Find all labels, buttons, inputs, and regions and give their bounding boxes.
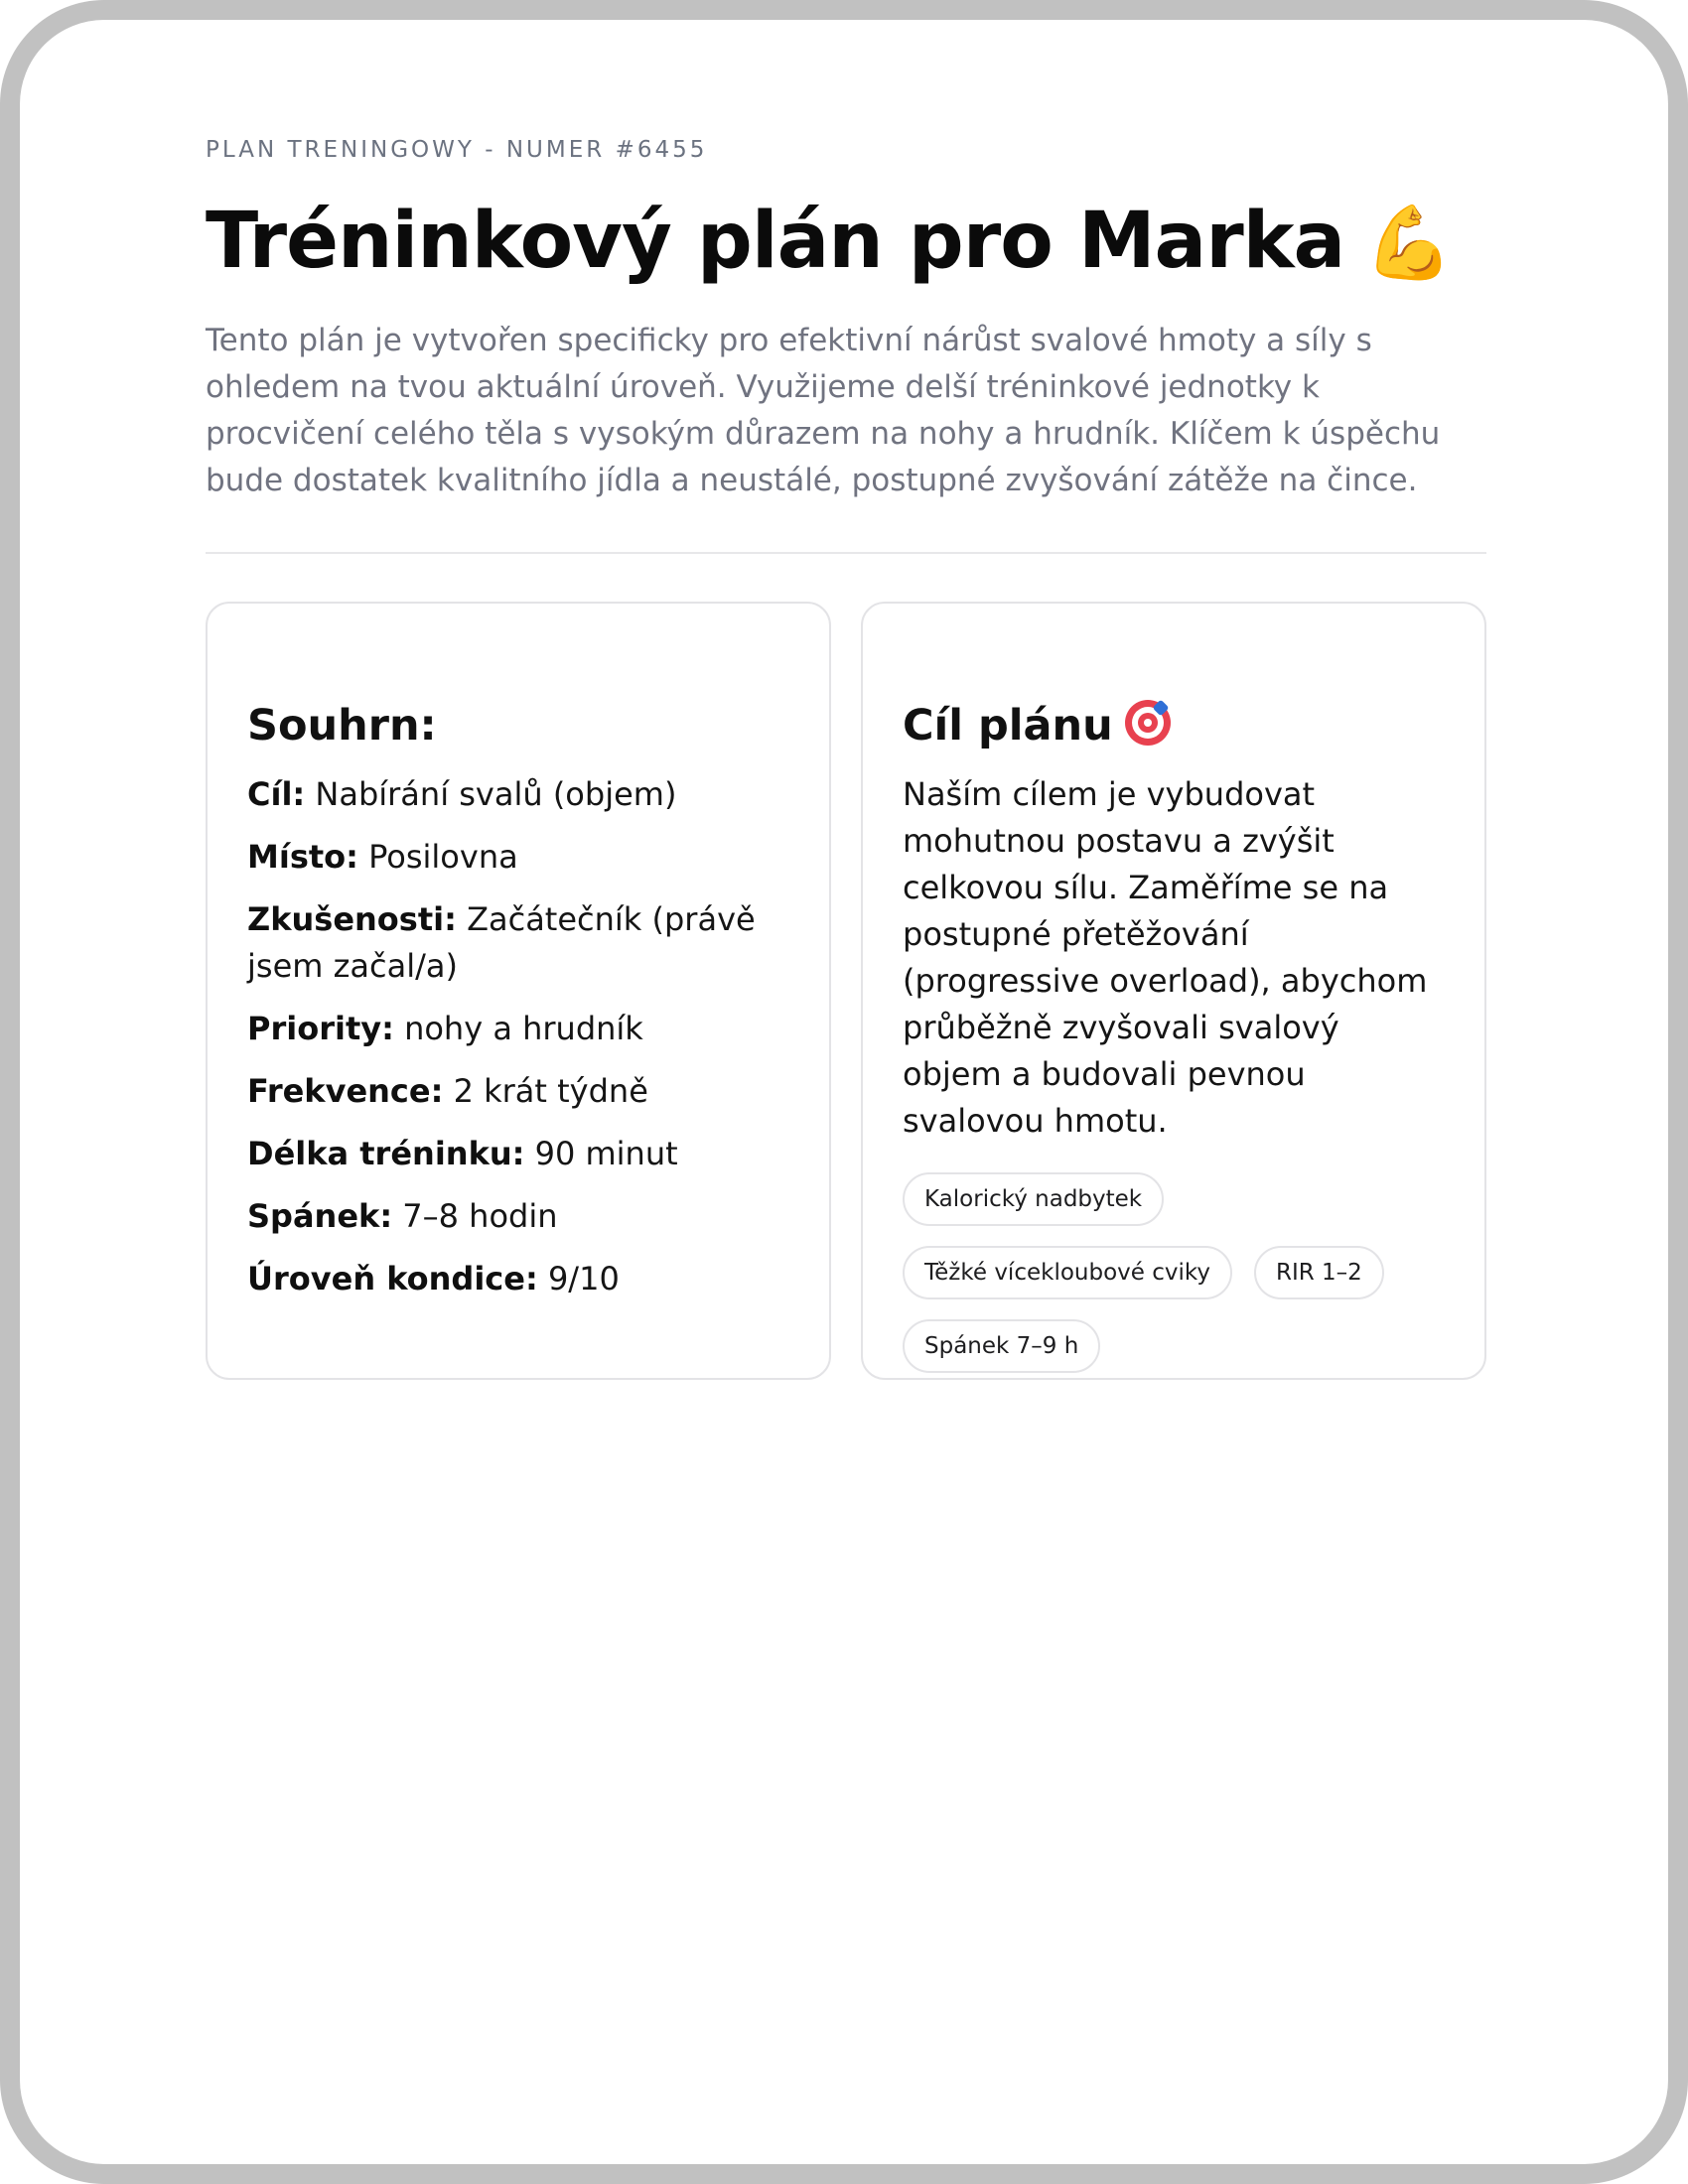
summary-card bbox=[206, 602, 831, 1380]
summary-item bbox=[247, 1193, 789, 1240]
goal-card bbox=[861, 602, 1486, 1380]
target-bullseye bbox=[1144, 719, 1152, 727]
goal-tag: Těžké vícekloubové cviky bbox=[903, 1246, 1232, 1299]
goal-heading-text: Cíl plánu bbox=[903, 701, 1113, 751]
flexed-biceps-icon: 💪 bbox=[1364, 201, 1453, 284]
goal-tag: RIR 1–2 bbox=[1254, 1246, 1384, 1299]
summary-item-value: 9/10 bbox=[547, 1260, 620, 1297]
goal-tag: Spánek 7–9 h bbox=[903, 1319, 1100, 1373]
summary-item-label: Místo: bbox=[247, 838, 358, 876]
summary-item-value: 2 krát týdně bbox=[453, 1072, 648, 1110]
summary-item-value: Nabírání svalů (objem) bbox=[315, 775, 677, 813]
summary-item-value: 7–8 hodin bbox=[402, 1197, 558, 1235]
summary-item bbox=[247, 1131, 789, 1177]
summary-item bbox=[247, 1006, 789, 1052]
summary-item bbox=[247, 1256, 789, 1302]
goal-description: Naším cílem je vybudovat mohutnou postavu a zvýšit celkovou sílu. Zaměříme se na postupné přetěžování (progressive overload), abychom průběžně zvyšovali svalový objem a budovali pevnou svalovou hmotu. bbox=[903, 775, 1428, 1140]
summary-item-label: Délka tréninku: bbox=[247, 1135, 525, 1172]
summary-item-label: Zkušenosti: bbox=[247, 900, 457, 938]
summary-list bbox=[247, 771, 789, 1302]
page-title bbox=[206, 197, 1453, 286]
summary-heading: Souhrn: bbox=[247, 701, 437, 751]
plan-intro: Tento plán je vytvořen specificky pro efektivní nárůst svalové hmoty a síly s ohledem na tvou aktuální úroveň. Využijeme delší tréninkové jednotky k procvičení celého těla s vysokým důrazem na nohy a hrudník. Klíčem k úspěchu bude dostatek kvalitního jídla a neustálé, postupné zvyšování zátěže na čince. bbox=[206, 323, 1441, 498]
summary-item-label: Frekvence: bbox=[247, 1072, 444, 1110]
summary-item bbox=[247, 771, 789, 818]
summary-item-label: Priority: bbox=[247, 1010, 394, 1047]
summary-item-value: 90 minut bbox=[534, 1135, 678, 1172]
summary-item-value: nohy a hrudník bbox=[404, 1010, 643, 1047]
divider bbox=[206, 552, 1486, 554]
goal-tag: Kalorický nadbytek bbox=[903, 1172, 1164, 1226]
summary-item bbox=[247, 896, 789, 990]
plan-number-eyebrow: PLAN TRENINGOWY - NUMER #6455 bbox=[206, 137, 708, 163]
summary-item-label: Spánek: bbox=[247, 1197, 393, 1235]
summary-item-value: Začátečník (právě jsem začal/a) bbox=[247, 900, 756, 985]
summary-item-value: Posilovna bbox=[368, 838, 518, 876]
goal-heading bbox=[903, 698, 1445, 753]
summary-item bbox=[247, 1068, 789, 1115]
summary-item bbox=[247, 834, 789, 881]
goal-tags bbox=[903, 1172, 1419, 1373]
summary-item-label: Cíl: bbox=[247, 775, 306, 813]
page-title-text: Tréninkový plán pro Marka bbox=[206, 197, 1345, 286]
target-icon bbox=[1125, 700, 1171, 746]
summary-item-label: Úroveň kondice: bbox=[247, 1260, 538, 1297]
